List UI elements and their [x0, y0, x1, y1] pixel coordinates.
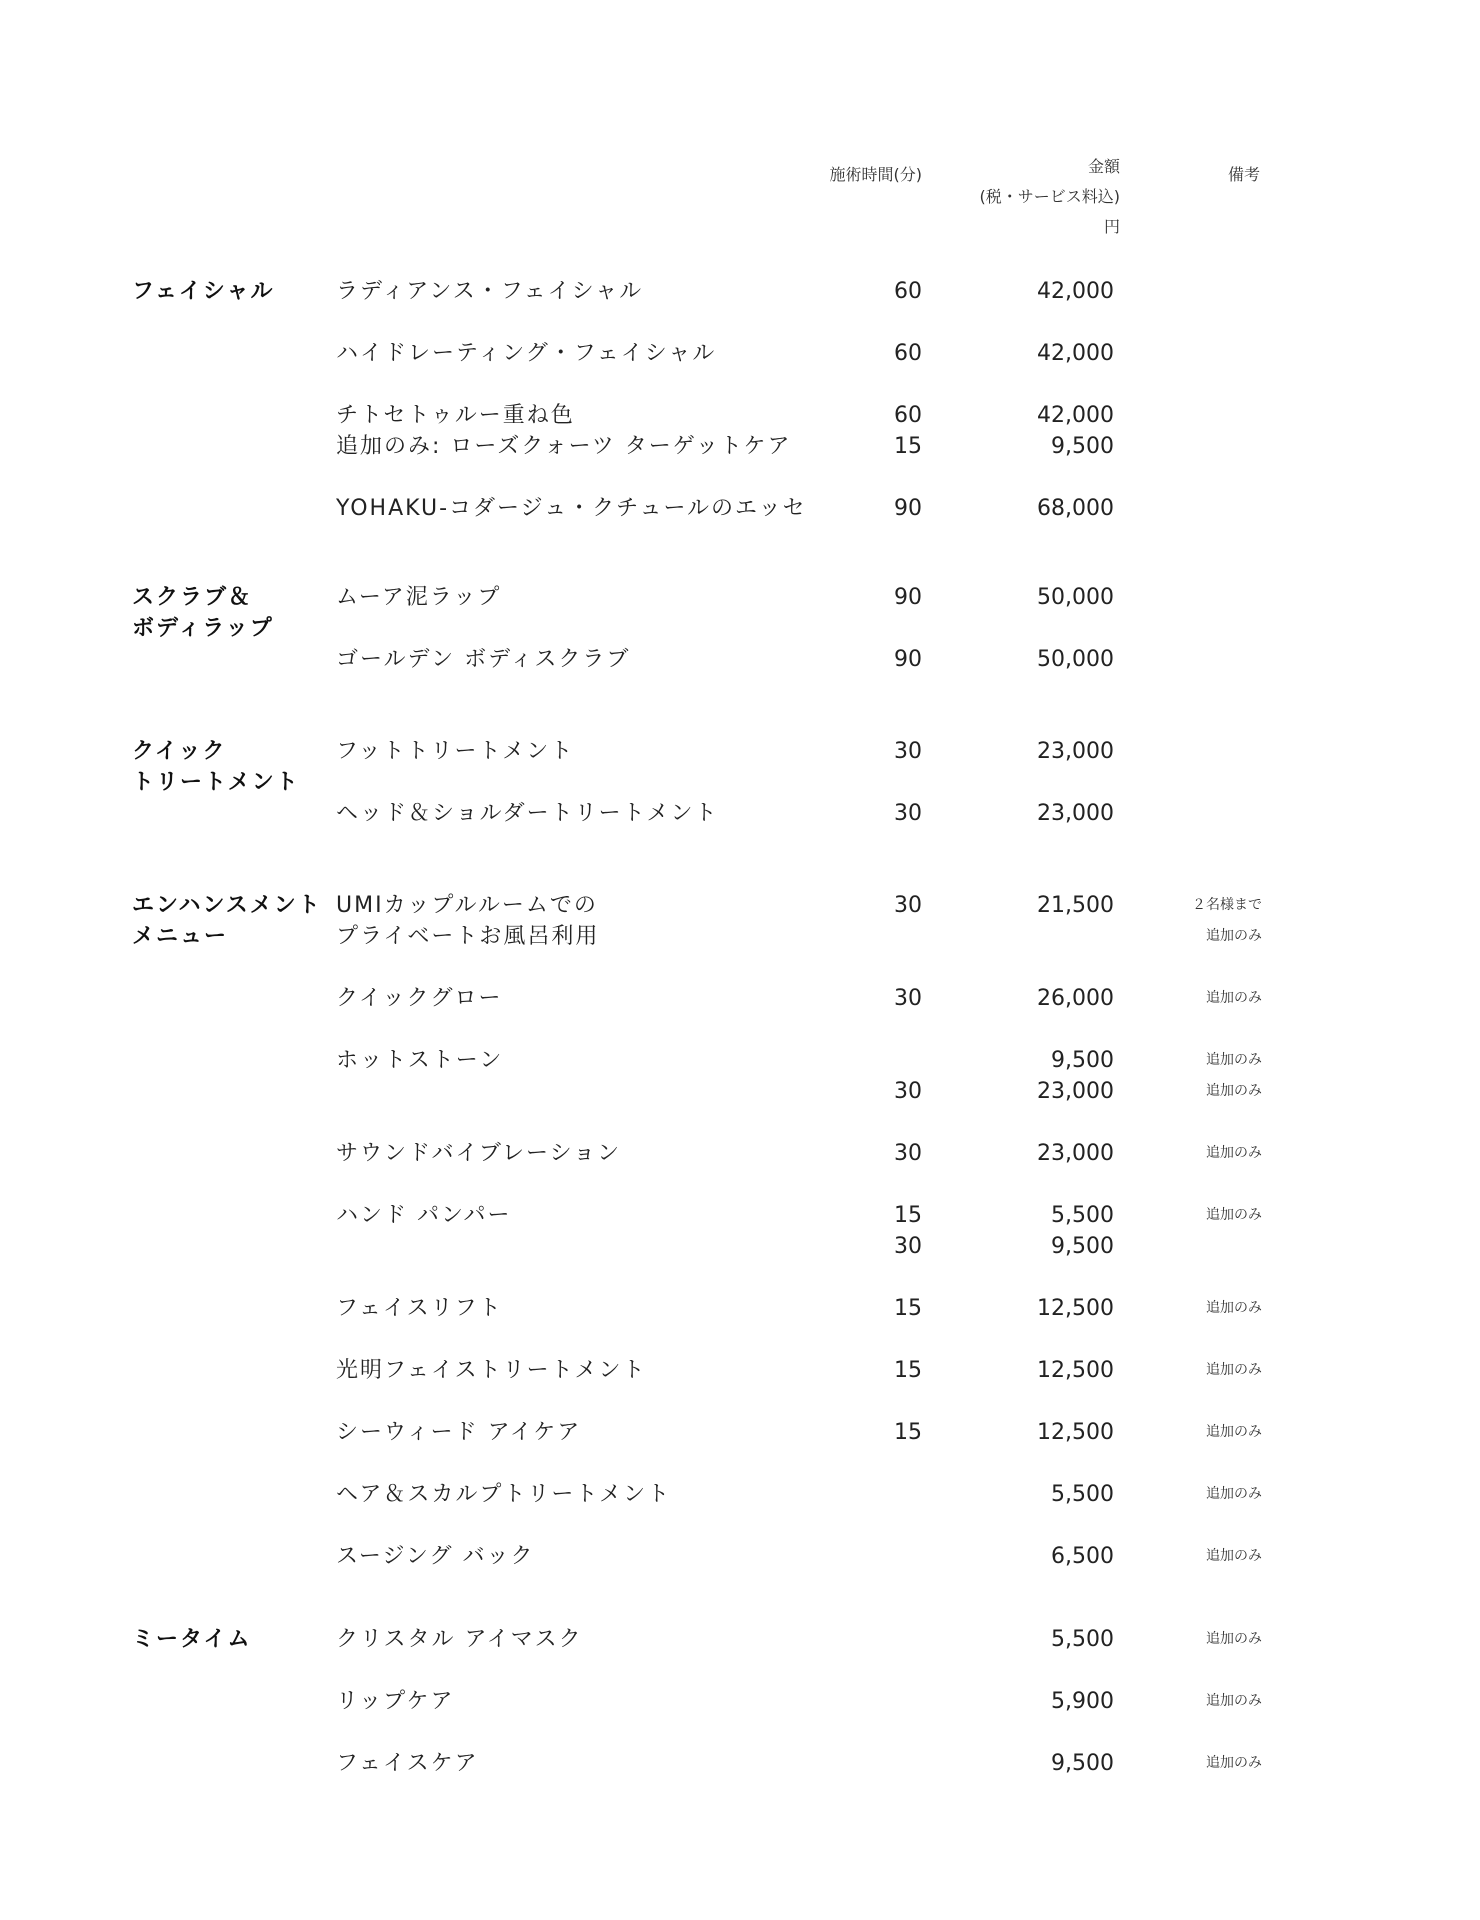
menu-item-line [0, 1045, 1480, 1076]
category-title-line: ボディラップ [132, 616, 274, 641]
category-title-line: フェイシャル [132, 279, 275, 304]
menu-item [0, 890, 1480, 952]
price-column-header [900, 152, 1120, 242]
item-price: 12,500 [1037, 1420, 1114, 1445]
item-note: 追加のみ [1206, 1052, 1262, 1068]
item-duration: 30 [894, 893, 922, 918]
item-price: 23,000 [1037, 801, 1114, 826]
item-note: 追加のみ [1206, 1083, 1262, 1099]
item-name: UMIカップルルームでの [336, 893, 598, 918]
menu-item-line [0, 736, 1480, 767]
category-title-line: スクラブ＆ [132, 585, 253, 610]
item-note: 追加のみ [1206, 1755, 1262, 1771]
menu-item [0, 1200, 1480, 1262]
item-note: 追加のみ [1206, 1145, 1262, 1161]
item-note: 追加のみ [1206, 1300, 1262, 1316]
item-price: 42,000 [1037, 341, 1114, 366]
menu-item [0, 1624, 1480, 1655]
item-note: 追加のみ [1206, 928, 1262, 944]
price-header-line: (税・サービス料込) [979, 187, 1120, 206]
item-price: 9,500 [1051, 1048, 1114, 1073]
item-duration: 90 [894, 496, 922, 521]
item-note: 追加のみ [1206, 1486, 1262, 1502]
menu-item [0, 582, 1480, 613]
item-duration: 15 [894, 1296, 922, 1321]
item-price: 5,500 [1051, 1482, 1114, 1507]
menu-item-line [0, 1076, 1480, 1107]
menu-section [0, 736, 1480, 829]
item-price: 42,000 [1037, 279, 1114, 304]
category-title-line: エンハンスメント [132, 893, 322, 918]
item-name: フットトリートメント [336, 739, 575, 764]
category-title-line: クイック [132, 739, 227, 764]
item-name: ハンド パンパー [336, 1203, 512, 1228]
item-price: 50,000 [1037, 585, 1114, 610]
item-duration: 60 [894, 279, 922, 304]
menu-item-line [0, 983, 1480, 1014]
item-price: 23,000 [1037, 1141, 1114, 1166]
menu-item-line [0, 1138, 1480, 1169]
item-name: プライベートお風呂利用 [336, 924, 600, 949]
item-name: スージング バック [336, 1544, 535, 1569]
menu-item-line [0, 1417, 1480, 1448]
menu-item [0, 1045, 1480, 1107]
item-price: 68,000 [1037, 496, 1114, 521]
item-price: 5,500 [1051, 1203, 1114, 1228]
item-duration: 30 [894, 1141, 922, 1166]
duration-column-header: 施術時間(分) [829, 165, 922, 184]
menu-item [0, 1748, 1480, 1779]
item-duration: 60 [894, 341, 922, 366]
item-name: ホットストーン [336, 1048, 504, 1073]
item-name: リップケア [336, 1689, 455, 1714]
item-price: 42,000 [1037, 403, 1114, 428]
item-name: 光明フェイストリートメント [336, 1358, 647, 1383]
menu-item [0, 338, 1480, 369]
item-price: 9,500 [1051, 1234, 1114, 1259]
menu-item-line [0, 493, 1480, 524]
menu-item [0, 1479, 1480, 1510]
menu-item [0, 1541, 1480, 1572]
item-name: クイックグロー [336, 986, 503, 1011]
item-duration: 30 [894, 1079, 922, 1104]
item-note: ２名様まで [1192, 897, 1262, 913]
category-title-line: ミータイム [132, 1627, 252, 1652]
item-note: 追加のみ [1206, 1631, 1262, 1647]
menu-item-line [0, 798, 1480, 829]
item-duration: 30 [894, 739, 922, 764]
menu-item-line [0, 276, 1480, 307]
item-name: 追加のみ: ローズクォーツ ターゲットケア [336, 434, 792, 459]
item-duration: 15 [894, 1358, 922, 1383]
menu-item [0, 276, 1480, 307]
item-price: 23,000 [1037, 739, 1114, 764]
item-price: 23,000 [1037, 1079, 1114, 1104]
item-duration: 90 [894, 647, 922, 672]
menu-item [0, 1686, 1480, 1717]
item-price: 5,500 [1051, 1627, 1114, 1652]
item-note: 追加のみ [1206, 1693, 1262, 1709]
item-duration: 15 [894, 1420, 922, 1445]
item-name: YOHAKU-コダージュ・クチュールのエッセ [336, 496, 807, 521]
item-note: 追加のみ [1206, 1207, 1262, 1223]
item-name: フェイスケア [336, 1751, 479, 1776]
category-title-line: トリートメント [132, 770, 300, 795]
item-price: 50,000 [1037, 647, 1114, 672]
menu-section [0, 890, 1480, 1572]
menu-section [0, 582, 1480, 675]
item-name: ムーア泥ラップ [336, 585, 502, 610]
item-note: 追加のみ [1206, 1362, 1262, 1378]
menu-item-line [0, 1293, 1480, 1324]
menu-item [0, 644, 1480, 675]
price-header-line: 金額 [1087, 157, 1120, 176]
item-price: 26,000 [1037, 986, 1114, 1011]
item-price: 12,500 [1037, 1296, 1114, 1321]
menu-item-line [0, 1624, 1480, 1655]
item-duration: 30 [894, 1234, 922, 1259]
menu-item [0, 736, 1480, 767]
item-price: 9,500 [1051, 1751, 1114, 1776]
menu-item [0, 493, 1480, 524]
item-duration: 15 [894, 1203, 922, 1228]
item-duration: 30 [894, 986, 922, 1011]
menu-item-line [0, 400, 1480, 431]
item-name: ラディアンス・フェイシャル [336, 279, 644, 304]
menu-item-line [0, 644, 1480, 675]
menu-item [0, 798, 1480, 829]
item-name: ヘア＆スカルプトリートメント [336, 1482, 672, 1507]
item-price: 5,900 [1051, 1689, 1114, 1714]
price-header-line: 円 [1103, 217, 1120, 236]
item-duration: 60 [894, 403, 922, 428]
menu-item-line [0, 1231, 1480, 1262]
menu-item-line [0, 431, 1480, 462]
menu-item [0, 983, 1480, 1014]
item-name: サウンドバイブレーション [336, 1141, 622, 1166]
menu-item-line [0, 582, 1480, 613]
menu-item [0, 1138, 1480, 1169]
item-name: フェイスリフト [336, 1296, 503, 1321]
item-duration: 15 [894, 434, 922, 459]
menu-section [0, 1624, 1480, 1779]
menu-item-line [0, 1541, 1480, 1572]
item-duration: 30 [894, 801, 922, 826]
menu-item-line [0, 338, 1480, 369]
menu-section [0, 276, 1480, 524]
menu-item [0, 1293, 1480, 1324]
item-name: ヘッド＆ショルダートリートメント [336, 801, 719, 826]
item-price: 9,500 [1051, 434, 1114, 459]
menu-item [0, 1355, 1480, 1386]
menu-item-line [0, 890, 1480, 921]
item-name: シーウィード アイケア [336, 1420, 582, 1445]
menu-item-line [0, 1686, 1480, 1717]
note-column-header: 備考 [1227, 165, 1260, 184]
menu-item-line [0, 1355, 1480, 1386]
menu-item [0, 400, 1480, 462]
item-price: 21,500 [1037, 893, 1114, 918]
menu-item [0, 1417, 1480, 1448]
menu-item-line [0, 1479, 1480, 1510]
menu-item-line [0, 921, 1480, 952]
item-price: 6,500 [1051, 1544, 1114, 1569]
item-note: 追加のみ [1206, 1424, 1262, 1440]
item-duration: 90 [894, 585, 922, 610]
item-note: 追加のみ [1206, 990, 1262, 1006]
menu-item-line [0, 1200, 1480, 1231]
item-name: ゴールデン ボディスクラブ [336, 647, 631, 672]
item-note: 追加のみ [1206, 1548, 1262, 1564]
item-price: 12,500 [1037, 1358, 1114, 1383]
item-name: ハイドレーティング・フェイシャル [336, 341, 717, 366]
category-title-line: メニュー [132, 924, 229, 949]
item-name: チトセトゥルー重ね色 [336, 403, 575, 428]
menu-item-line [0, 1748, 1480, 1779]
item-name: クリスタル アイマスク [336, 1627, 583, 1652]
